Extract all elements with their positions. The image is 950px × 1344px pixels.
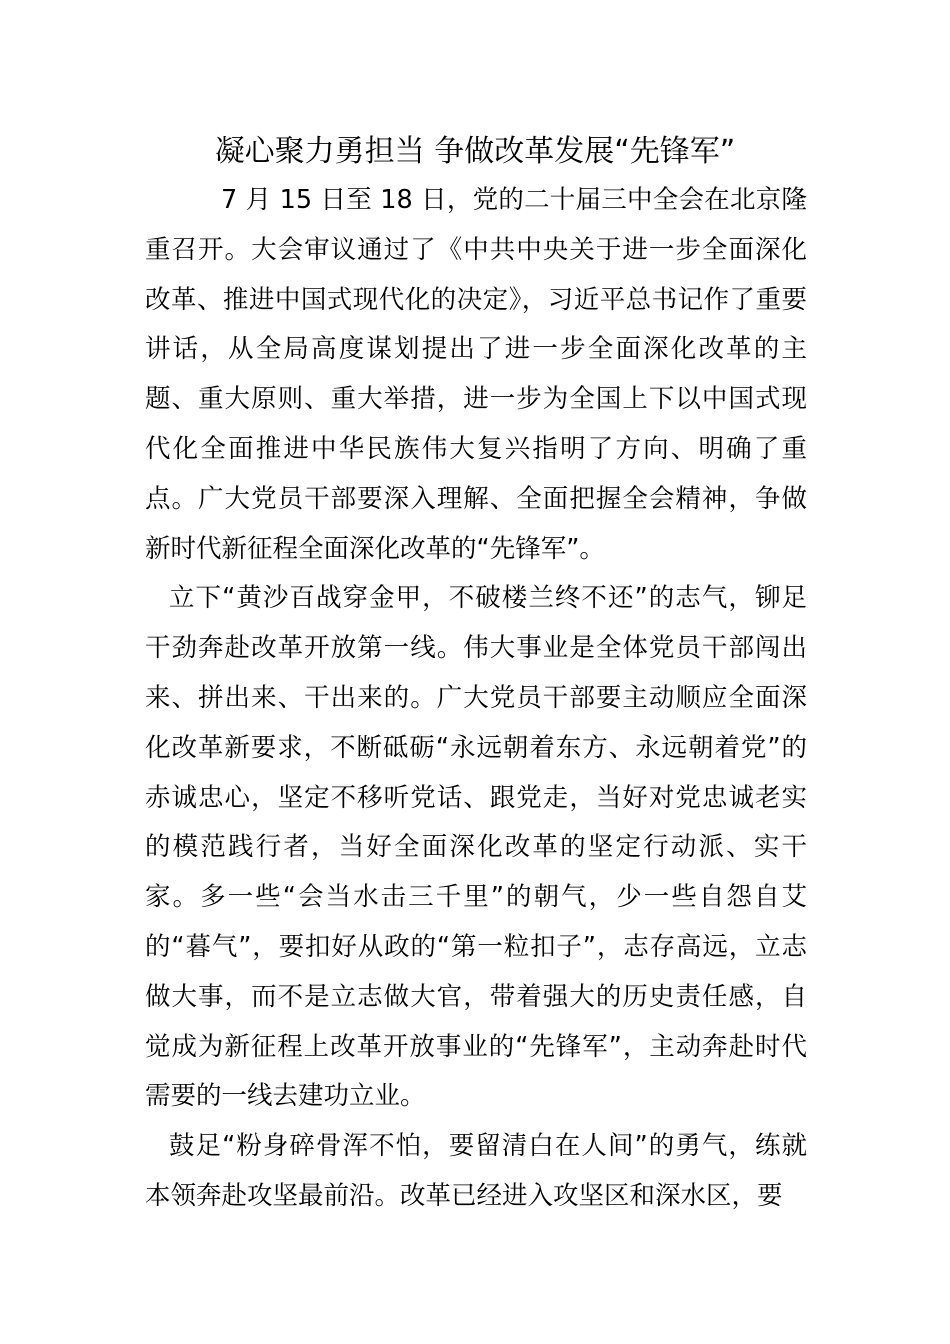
- paragraph-2: 立下“黄沙百战穿金甲，不破楼兰终不还”的志气，铆足干劲奔赴改革开放第一线。伟大事业是全体党员干部闯出来、拼出来、干出来的。广大党员干部要主动顺应全面深化改革新要求，不断砥砺“永远朝着东方、永远朝着党”的赤诚忠心，坚定不移听党话、跟党走，当好对党忠诚老实的模范践行者，当好全面深化改革的坚定行动派、实干家。多一些“会当水击三千里”的朝气，少一些自怨自艾的“暮气”，要扣好从政的“第一粒扣子”，志存高远，立志做大事，而不是立志做大官，带着强大的历史责任感，自觉成为新征程上改革开放事业的“先锋军”，主动奔赴时代需要的一线去建功立业。: [145, 583, 807, 1112]
- paragraph-1: 7 月 15 日至 18 日，党的二十届三中全会在北京隆重召开。大会审议通过了《中共中央关于进一步全面深化改革、推进中国式现代化的决定》，习近平总书记作了重要讲话，从全局高度谋划提出了进一步全面深化改革的主题、重大原则、重大举措，进一步为全国上下以中国式现代化全面推进中华民族伟大复兴指明了方向、明确了重点。广大党员干部要深入理解、全面把握全会精神，争做新时代新征程全面深化改革的“先锋军”。: [145, 185, 807, 564]
- document-title: 凝心聚力勇担当 争做改革发展“先锋军”: [214, 134, 736, 169]
- document-body: [145, 176, 807, 1222]
- paragraph-3: 鼓足“粉身碎骨浑不怕，要留清白在人间”的勇气，练就本领奔赴攻坚最前沿。改革已经进入攻坚区和深水区，要: [145, 1131, 807, 1211]
